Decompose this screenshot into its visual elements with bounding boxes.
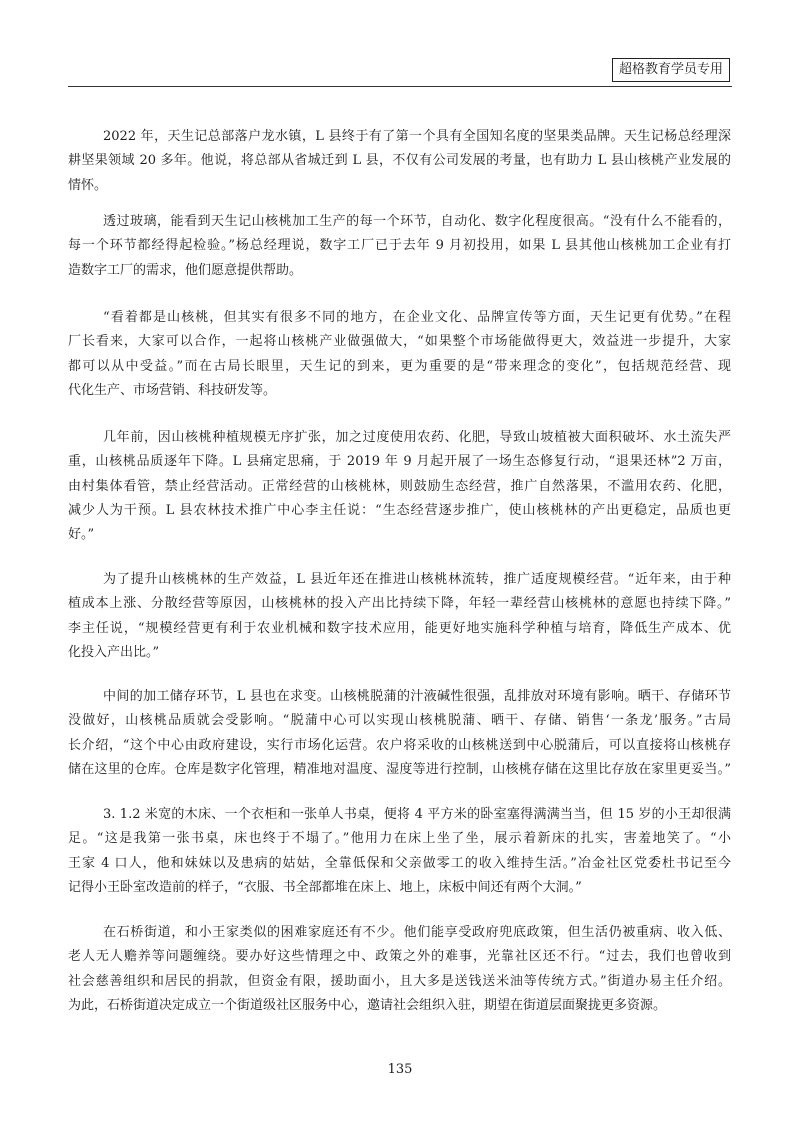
text-line: 透过玻璃，能看到天生记山核桃加工生产的每一个环节，自动化、数字化程度很高。“没有什么不能看的，	[103, 214, 731, 229]
text-line: 厂长看来，大家可以合作，一起将山核桃产业做强做大，“如果整个市场能做得更大，效益进一步提升，大家	[68, 334, 731, 350]
text-line: 化投入产出比。”	[68, 644, 160, 660]
text-line: 减少人为干预。L 县农林技术推广中心李主任说：“生态经营逐步推广，使山核桃林的产出更稳定，品质也更	[68, 502, 731, 518]
text-line: 都可以从中受益。”而在古局长眼里，天生记的到来，更为重要的是“带来理念的变化”，包括规范经营、现	[68, 358, 731, 374]
text-line: 2022 年，天生记总部落户龙水镇，L 县终于有了第一个具有全国知名度的坚果类品牌。天生记杨总经理深	[103, 129, 731, 144]
text-line: 在石桥街道，和小王家类似的困难家庭还有不少。他们能享受政府兜底政策，但生活仍被重病、收入低、	[103, 925, 731, 940]
text-line: 情怀。	[68, 177, 108, 193]
paragraph	[68, 306, 731, 403]
text-line: 储在这里的仓库。仓库是数字化管理，精准地对温度、湿度等进行控制，山核桃存储在这里比存放在家里更妥当。”	[68, 761, 731, 777]
paragraph	[68, 210, 731, 283]
paragraph	[68, 125, 731, 198]
text-line: 3. 1.2 米宽的木床、一个衣柜和一张单人书桌，便将 4 平方米的卧室塞得满满当当，但 15 岁的小王却很满	[103, 807, 731, 822]
paragraph	[68, 568, 731, 665]
text-line: 好。”	[68, 527, 95, 543]
text-line: 由村集体看管，禁止经营活动。正常经营的山核桃林，则鼓励生态经营，推广自然落果，不滥用农药、化肥，	[68, 478, 731, 494]
text-line: 王家 4 口人，他和妹妹以及患病的姑姑，全靠低保和父亲做零工的收入维持生活。”冶金社区党委杜书记至今	[68, 855, 731, 871]
text-line: 耕坚果领域 20 多年。他说，将总部从省城迁到 L 县，不仅有公司发展的考量，也有助力 L 县山核桃产业发展的	[68, 153, 731, 169]
text-line: 代化生产、市场营销、科技研发等。	[68, 382, 277, 398]
text-line: 为了提升山核桃林的生产效益，L 县近年还在推进山核桃林流转，推广适度规模经营。“近年来，由于种	[103, 572, 731, 587]
text-line: 记得小王卧室改造前的样子，“衣服、书全部都堆在床上、地上，床板中间还有两个大洞。”	[68, 879, 582, 895]
text-line: 植成本上涨、分散经营等原因，山核桃林的投入产出比持续下降，年轻一辈经营山核桃林的意愿也持续下降。”	[68, 596, 731, 612]
text-line: 为此，石桥街道决定成立一个街道级社区服务中心，邀请社会组织入驻，期望在街道层面聚拢更多资源。	[68, 997, 667, 1013]
text-line: 没做好，山核桃品质就会受影响。“脱蒲中心可以实现山核桃脱蒲、晒干、存储、销售‘一条龙’服务。”古局	[68, 713, 731, 729]
text-line: 造数字工厂的需求，他们愿意提供帮助。	[68, 262, 303, 278]
paragraph	[68, 803, 731, 900]
text-line: “看着都是山核桃，但其实有很多不同的地方，在企业文化、品牌宣传等方面，天生记更有优势。”在程	[103, 310, 731, 325]
text-line: 足。“这是我第一张书桌，床也终于不塌了。”他用力在床上坐了坐，展示着新床的扎实，害羞地笑了。“小	[68, 831, 731, 847]
paragraph	[68, 426, 731, 547]
page-number: 135	[387, 1062, 413, 1077]
text-line: 老人无人赡养等问题缠绕。要办好这些情理之中、政策之外的难事，光靠社区还不行。“过去，我们也曾收到	[68, 949, 731, 965]
text-line: 社会慈善组织和居民的捐款，但资金有限，援助面小，且大多是送钱送米油等传统方式。”街道办易主任介绍。	[68, 973, 731, 989]
header-divider	[68, 86, 732, 87]
text-line: 中间的加工储存环节，L 县也在求变。山核桃脱蒲的汁液碱性很强，乱排放对环境有影响。晒干、存储环节	[103, 689, 731, 704]
text-line: 每一个环节都经得起检验。”杨总经理说，数字工厂已于去年 9 月初投用，如果 L 县其他山核桃加工企业有打	[68, 238, 731, 254]
text-line: 重，山核桃品质逐年下降。L 县痛定思痛，于 2019 年 9 月起开展了一场生态修复行动，“退果还林”2 万亩，	[68, 454, 731, 470]
text-line: 长介绍，“这个中心由政府建设，实行市场化运营。农户将采收的山核桃送到中心脱蒲后，可以直接将山核桃存	[68, 737, 731, 753]
paragraph	[68, 921, 731, 1018]
header-tag: 超格教育学员专用	[612, 58, 730, 82]
paragraph	[68, 685, 731, 782]
text-line: 李主任说，“规模经营更有利于农业机械和数字技术应用，能更好地实施科学种植与培育，降低生产成本、优	[68, 620, 731, 636]
text-line: 几年前，因山核桃种植规模无序扩张，加之过度使用农药、化肥，导致山坡植被大面积破坏、水土流失严	[103, 430, 731, 445]
